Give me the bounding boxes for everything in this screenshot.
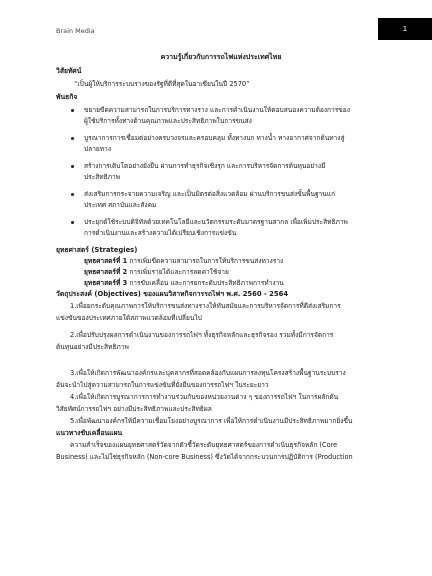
- objective-line: อันจะนำไปสู่ความสามารถในการแข่งขันที่ยั่งยืนของการรถไฟฯ ในระยะยาว: [56, 381, 269, 389]
- page-header: [0, 0, 432, 35]
- page-number: 1: [402, 25, 408, 33]
- mission-line: ปลายทาง: [84, 145, 112, 153]
- mission-item: [56, 133, 386, 155]
- strategy-text: การขับเคลื่อน และการยกระดับประสิทธิภาพการทำงาน: [129, 279, 284, 287]
- mission-item: [56, 105, 386, 127]
- mission-line: ประเทศ สถาบันและสังคม: [84, 201, 157, 209]
- mission-line: ขยายขีดความสามารถในการบริการทางราง และการดำเนินงานให้ตอบสนองความต้องการของ: [84, 106, 350, 114]
- strategy-heading: ยุทธศาสตร์ (Strategies): [56, 246, 138, 254]
- objective-line: แข่งขันของประเทศภายใต้สภาพแวดล้อมที่เปลี่ยนไป: [56, 314, 202, 322]
- bullet-icon: [71, 137, 74, 140]
- bullet-icon: [71, 221, 74, 224]
- approach-line: Business) และไม่ใช่ธุรกิจหลัก (Non-core Business) ซึ่งวัดได้จากกระบวนการปฏิบัติการ (Production: [56, 453, 353, 461]
- bullet-icon: [71, 193, 74, 196]
- objective-line: ต้นทุนอย่างมีประสิทธิภาพ: [56, 343, 129, 351]
- mission-heading: พันธกิจ: [56, 93, 78, 101]
- objective-line: 1.เพื่อยกระดับคุณภาพการให้บริการขนส่งทางรางให้ทันสมัยและการบริหารจัดการที่ดีส่งเสริมการ: [70, 302, 341, 310]
- mission-line: ประสิทธิภาพ: [84, 173, 121, 181]
- vision-heading: วิสัยทัศน์: [56, 67, 82, 75]
- bullet-icon: [71, 109, 74, 112]
- strategy-item: [56, 278, 386, 289]
- strategy-label: ยุทธศาสตร์ที่ 2: [84, 268, 128, 276]
- mission-item: [56, 217, 386, 239]
- mission-line: ส่งเสริมการกระจายความเจริญ และเป็นมิตรต่อสิ่งแวดล้อม ผ่านบริการขนส่งขั้นพื้นฐานแก่: [84, 190, 336, 198]
- mission-list: [56, 105, 386, 239]
- objectives-heading: วัตถุประสงค์ (Objectives) ของแผนวิสาหกิจการรถไฟฯ พ.ศ. 2560 - 2564: [56, 290, 289, 298]
- strategy-item: [56, 256, 386, 267]
- approach-line: ความสำเร็จของแผนยุทธศาสตร์วัดจากตัวชี้วัดระดับยุทธศาสตร์ของการดำเนินธุรกิจหลัก (Core: [70, 441, 338, 449]
- mission-line: บูรณาการการเชื่อมต่อย่างครบวงจรและครอบคลุม ทั้งทางบก ทางน้ำ ทางอากาศจากต้นทางสู่: [84, 134, 345, 142]
- strategy-label: ยุทธศาสตร์ที่ 3: [84, 279, 128, 287]
- document-title: ความรู้เกี่ยวกับการรถไฟแห่งประเทศไทย: [160, 53, 282, 61]
- mission-line: ประยุกต์ใช้ระบบดิจิทัลด้วยเทคโนโลยีและนวัตกรรมระดับมาตรฐานสากล เพื่อเพิ่มประสิทธิภาพ: [84, 218, 348, 226]
- objective-line: 3.เพื่อให้เกิดการพัฒนาองค์กรและบุคลากรที่สอดคล้องกับแผนการลงทุนโครงสร้างพื้นฐานระบบราง: [70, 369, 346, 377]
- mission-item: [56, 161, 386, 183]
- page-number-badge: [378, 18, 432, 40]
- objective-line: 5.เพื่อพัฒนาองค์กรให้มีความเชื่อมโยงอย่างบูรณาการ เพื่อให้การดำเนินงานมีประสิทธิภาพมากยิ่งขึ้น: [70, 417, 353, 425]
- mission-line: ผู้ใช้บริการทั้งทางด้านคุณภาพและประสิทธิภาพในการขนส่ง: [84, 117, 252, 125]
- objective-line: 2.เพื่อปรับปรุงผลการดำเนินงานของการรถไฟฯ ทั้งธุรกิจหลักและธุรกิจรอง รวมทั้งมีการจัดการ: [70, 331, 334, 339]
- objective-line: วิสัยทัศน์การรถไฟฯ อย่างมีประสิทธิภาพและประสิทธิผล: [56, 405, 212, 413]
- strategy-item: [56, 267, 386, 278]
- objective-line: 4.เพื่อให้เกิดการบูรณาการการทำงานร่วมกันของหน่วยงานต่าง ๆ ของการรถไฟฯ ในการผลักดัน: [70, 393, 339, 401]
- document-body: [56, 52, 386, 464]
- mission-item: [56, 189, 386, 211]
- strategy-text: การเพิ่มรายได้และการลดค่าใช้จ่าย: [129, 268, 229, 276]
- mission-line: การดำเนินงานและสร้างความได้เปรียบเชิงการแข่งขัน: [84, 229, 237, 237]
- brand-label: Brain Media: [56, 27, 95, 35]
- bullet-icon: [71, 165, 74, 168]
- vision-text: “เป็นผู้ให้บริการระบบรางของรัฐที่ดีที่สุดในอาเซียนในปี 2570”: [74, 80, 250, 88]
- mission-line: สร้างการเติบโตอย่างยั่งยืน ผ่านการทำธุรกิจเชิงรุก และการบริหารจัดการต้นทุนอย่างมี: [84, 162, 326, 170]
- strategy-label: ยุทธศาสตร์ที่ 1: [84, 257, 128, 265]
- strategy-text: การเพิ่มขีดความสามารถในการให้บริการขนส่งทางราง: [129, 257, 284, 265]
- approach-heading: แนวทางขับเคลื่อนแผน: [56, 429, 123, 437]
